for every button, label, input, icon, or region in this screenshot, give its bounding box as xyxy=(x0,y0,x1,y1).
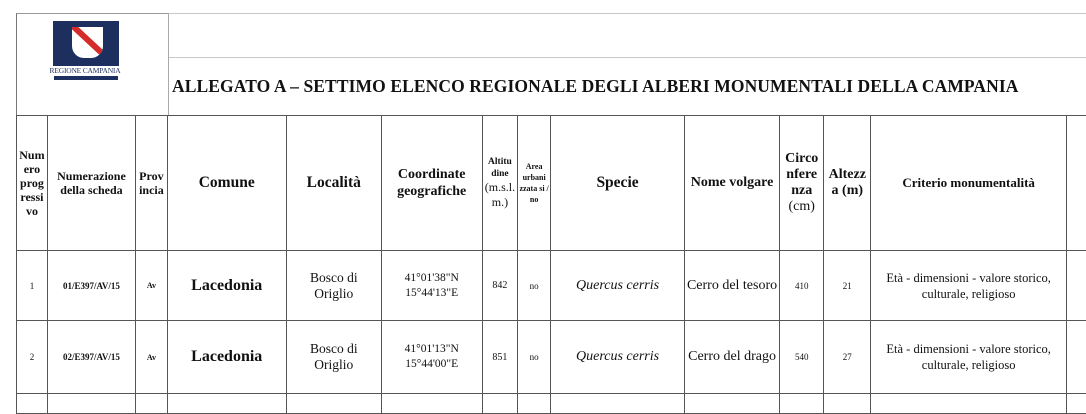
cell-empty xyxy=(286,394,381,414)
col-header-localita: Località xyxy=(286,116,381,251)
cell-empty xyxy=(47,394,135,414)
cell-comune: Lacedonia xyxy=(167,321,286,394)
coord-lon: 15°44'13"E xyxy=(382,286,482,301)
cell-empty xyxy=(167,394,286,414)
cell-empty xyxy=(824,394,871,414)
cell-nome-volgare: Cerro del tesoro xyxy=(685,251,780,321)
cell-area-urbanizzata: no xyxy=(518,321,551,394)
cell-empty xyxy=(871,394,1067,414)
cell-altitudine: 851 xyxy=(482,321,518,394)
header-mid-divider xyxy=(168,57,1086,58)
col-header-cut-off xyxy=(1067,116,1086,251)
col-header-circonferenza xyxy=(779,116,824,251)
cell-empty xyxy=(17,394,48,414)
coord-lat: 41°01'38"N xyxy=(382,271,482,286)
table-row xyxy=(17,321,1086,394)
col-header-criterio: Criterio monumentalità xyxy=(871,116,1067,251)
col-header-comune: Comune xyxy=(167,116,286,251)
coord-lon: 15°44'00"E xyxy=(382,357,482,372)
cell-empty xyxy=(779,394,824,414)
cell-empty xyxy=(685,394,780,414)
cell-circonferenza: 410 xyxy=(779,251,824,321)
cell-altitudine: 842 xyxy=(482,251,518,321)
cell-localita: Bosco di Origlio xyxy=(286,251,381,321)
col-header-altitudine xyxy=(482,116,518,251)
circonferenza-label: Circo nfere nza xyxy=(780,151,824,199)
table-row-partial xyxy=(17,394,1086,414)
circonferenza-unit: (cm) xyxy=(780,199,824,215)
cell-empty xyxy=(1067,394,1086,414)
regione-campania-crest-icon xyxy=(51,21,118,71)
cell-specie: Quercus cerris xyxy=(550,321,684,394)
document-title: ALLEGATO A – SETTIMO ELENCO REGIONALE DEGLI ALBERI MONUMENTALI DELLA CAMPANIA xyxy=(172,76,1019,97)
cell-empty xyxy=(136,394,168,414)
col-header-numero: Num ero prog ressi vo xyxy=(17,116,48,251)
altitudine-unit: (m.s.l. m.) xyxy=(483,180,518,210)
header-top-divider xyxy=(168,13,1086,14)
logo-background xyxy=(53,21,119,66)
cell-coordinate xyxy=(381,251,482,321)
cell-criterio: Età - dimensioni - valore storico, culturale, religioso xyxy=(871,321,1067,394)
cell-cut-off xyxy=(1067,251,1086,321)
col-header-provincia: Prov incia xyxy=(136,116,168,251)
coord-lat: 41°01'13"N xyxy=(382,342,482,357)
header-vertical-divider xyxy=(168,13,169,115)
altitudine-label: Altitu dine xyxy=(483,156,518,180)
cell-scheda: 01/E397/AV/15 xyxy=(47,251,135,321)
col-header-coordinate: Coordinate geografiche xyxy=(381,116,482,251)
col-header-nome-volgare: Nome volgare xyxy=(685,116,780,251)
cell-criterio: Età - dimensioni - valore storico, culturale, religioso xyxy=(871,251,1067,321)
cell-empty xyxy=(381,394,482,414)
cell-coordinate xyxy=(381,321,482,394)
logo-text: REGIONE CAMPANIA xyxy=(43,66,127,75)
cell-nome-volgare: Cerro del drago xyxy=(685,321,780,394)
cell-provincia: Av xyxy=(136,321,168,394)
cell-numero: 2 xyxy=(17,321,48,394)
cell-numero: 1 xyxy=(17,251,48,321)
cell-area-urbanizzata: no xyxy=(518,251,551,321)
table-header-row xyxy=(17,116,1086,251)
col-header-scheda: Numerazione della scheda xyxy=(47,116,135,251)
shield-icon xyxy=(72,27,103,58)
cell-provincia: Av xyxy=(136,251,168,321)
cell-empty xyxy=(518,394,551,414)
cell-empty xyxy=(550,394,684,414)
col-header-area-urbanizzata: Area urbani zzata si / no xyxy=(518,116,551,251)
logo-underline xyxy=(54,76,118,80)
cell-altezza: 27 xyxy=(824,321,871,394)
red-band xyxy=(72,27,103,58)
cell-empty xyxy=(482,394,518,414)
col-header-specie: Specie xyxy=(550,116,684,251)
table-row xyxy=(17,251,1086,321)
cell-specie: Quercus cerris xyxy=(550,251,684,321)
cell-cut-off xyxy=(1067,321,1086,394)
cell-altezza: 21 xyxy=(824,251,871,321)
cell-circonferenza: 540 xyxy=(779,321,824,394)
cell-scheda: 02/E397/AV/15 xyxy=(47,321,135,394)
monumental-trees-table xyxy=(16,115,1086,414)
cell-localita: Bosco di Origlio xyxy=(286,321,381,394)
col-header-altezza: Altezz a (m) xyxy=(824,116,871,251)
cell-comune: Lacedonia xyxy=(167,251,286,321)
